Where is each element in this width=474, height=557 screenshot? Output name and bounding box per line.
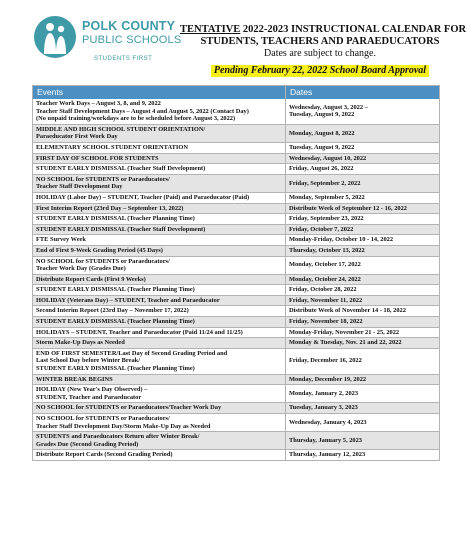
event-cell	[33, 349, 286, 374]
calendar-table	[32, 85, 440, 461]
event-text: STUDENT EARLY DISMISSAL (Teacher Staff Development)	[36, 225, 206, 233]
date-text: Friday, October 28, 2022	[289, 286, 357, 294]
column-header-events: Events	[33, 86, 286, 99]
event-text: Paraeducator First Work Day	[36, 133, 118, 141]
table-row	[33, 403, 440, 414]
event-text: HOLIDAY (Veterans Day) – STUDENT, Teacher and Paraeducator	[36, 296, 220, 304]
district-logo	[34, 14, 184, 76]
event-cell	[33, 306, 286, 316]
date-cell	[286, 204, 440, 214]
event-cell	[33, 225, 286, 235]
date-text: Tuesday, August 9, 2022	[289, 143, 355, 151]
event-cell	[33, 214, 286, 224]
date-cell	[286, 450, 440, 460]
date-cell	[286, 275, 440, 285]
date-cell	[286, 306, 440, 316]
event-text: Second Interim Report (23rd Day – November 17, 2022)	[36, 307, 189, 315]
table-row	[33, 296, 440, 307]
date-cell	[286, 338, 440, 348]
date-text: Distribute Week of September 12 - 16, 2022	[289, 204, 407, 212]
table-body	[33, 99, 440, 461]
table-row	[33, 317, 440, 328]
event-cell	[33, 275, 286, 285]
event-text: STUDENT EARLY DISMISSAL (Teacher Staff Development)	[36, 165, 206, 173]
date-text: Monday, December 19, 2022	[289, 375, 367, 383]
date-cell	[286, 257, 440, 274]
event-cell	[33, 246, 286, 256]
event-text: MIDDLE AND HIGH SCHOOL STUDENT ORIENTATION/	[36, 125, 206, 133]
event-cell	[33, 317, 286, 327]
event-text: ELEMENTARY SCHOOL STUDENT ORIENTATION	[36, 143, 188, 151]
table-row	[33, 275, 440, 286]
event-text: NO SCHOOL for STUDENTS or Paraeducators/	[36, 175, 170, 183]
event-cell	[33, 296, 286, 306]
table-row	[33, 257, 440, 275]
event-cell	[33, 328, 286, 338]
table-row	[33, 246, 440, 257]
event-cell	[33, 338, 286, 348]
date-cell	[286, 143, 440, 153]
event-text: NO SCHOOL for STUDENTS or Paraeducators/	[36, 415, 170, 422]
date-text: Wednesday, August 3, 2022 –	[289, 103, 368, 111]
event-cell	[33, 175, 286, 192]
table-header	[33, 86, 440, 99]
date-text: Friday, September 23, 2022	[289, 215, 364, 223]
table-row	[33, 175, 440, 193]
date-cell	[286, 432, 440, 449]
table-row	[33, 338, 440, 349]
table-row	[33, 125, 440, 143]
table-row	[33, 204, 440, 215]
date-text: Thursday, October 13, 2022	[289, 246, 365, 254]
logo-tagline: STUDENTS FIRST	[94, 56, 153, 62]
event-cell	[33, 235, 286, 245]
table-row	[33, 235, 440, 246]
date-cell	[286, 349, 440, 374]
event-text: HOLIDAY (Labor Day) – STUDENT, Teacher (Paid) and Paraeducator (Paid)	[36, 193, 250, 201]
event-text: Distribute Report Cards (Second Grading Period)	[36, 451, 173, 459]
calendar-title-block	[180, 24, 467, 78]
event-text: WINTER BREAK BEGINS	[36, 375, 113, 383]
event-text: End of First 9-Week Grading Period (45 Days)	[36, 246, 163, 254]
date-text: Distribute Week of November 14 - 18, 2022	[289, 307, 406, 315]
event-text: FIRST DAY OF SCHOOL FOR STUDENTS	[36, 154, 159, 162]
date-cell	[286, 175, 440, 192]
date-cell	[286, 235, 440, 245]
event-text: FTE Survey Week	[36, 236, 86, 244]
date-cell	[286, 214, 440, 224]
event-text: STUDENT EARLY DISMISSAL (Teacher Planning Time)	[36, 286, 195, 294]
table-row	[33, 328, 440, 339]
event-cell	[33, 154, 286, 164]
date-cell	[286, 246, 440, 256]
date-text: Tuesday, January 3, 2023	[289, 404, 358, 412]
event-cell	[33, 414, 286, 431]
event-cell	[33, 143, 286, 153]
event-text: STUDENT EARLY DISMISSAL (Teacher Planning Time)	[36, 215, 195, 223]
event-cell	[33, 375, 286, 385]
date-text: Monday & Tuesday, Nov. 21 and 22, 2022	[289, 339, 402, 347]
event-text: HOLIDAY (New Year's Day Observed) –	[36, 386, 148, 394]
table-row	[33, 285, 440, 296]
date-text: Friday, September 2, 2022	[289, 179, 361, 187]
event-text: (No unpaid training/workdays are to be scheduled before August 3, 2022)	[36, 115, 236, 123]
table-row	[33, 164, 440, 175]
event-cell	[33, 125, 286, 142]
event-cell	[33, 432, 286, 449]
event-text: STUDENT, Teacher and Paraeducator	[36, 393, 142, 401]
table-row	[33, 414, 440, 432]
page-header	[0, 0, 474, 80]
calendar-title-line2: STUDENTS, TEACHERS AND PARAEDUCATORS	[200, 36, 440, 47]
date-text: Monday-Friday, November 21 - 25, 2022	[289, 328, 400, 336]
calendar-subtitle: Dates are subject to change.	[264, 48, 376, 59]
date-cell	[286, 125, 440, 142]
logo-text-line2: PUBLIC SCHOOLS	[82, 34, 182, 46]
table-row	[33, 432, 440, 450]
date-cell	[286, 154, 440, 164]
date-cell	[286, 285, 440, 295]
table-row	[33, 99, 440, 125]
event-text: Distribute Report Cards (First 9 Weeks)	[36, 275, 146, 283]
event-cell	[33, 257, 286, 274]
date-text: Wednesday, January 4, 2023	[289, 418, 367, 426]
date-cell	[286, 99, 440, 124]
date-cell	[286, 164, 440, 174]
date-cell	[286, 296, 440, 306]
date-cell	[286, 317, 440, 327]
date-text: Wednesday, August 10, 2022	[289, 154, 367, 162]
family-silhouette-icon	[34, 14, 78, 60]
date-text: Monday-Friday, October 10 - 14, 2022	[289, 236, 394, 244]
date-cell	[286, 403, 440, 413]
column-header-dates: Dates	[286, 86, 440, 99]
event-cell	[33, 193, 286, 203]
date-cell	[286, 385, 440, 402]
table-row	[33, 306, 440, 317]
event-cell	[33, 99, 286, 124]
event-text: STUDENTS and Paraeducators Return after Winter Break/	[36, 433, 200, 441]
event-cell	[33, 164, 286, 174]
event-text: Last School Day before Winter Break/	[36, 357, 140, 365]
table-row	[33, 143, 440, 154]
date-text: Friday, August 26, 2022	[289, 165, 354, 173]
event-cell	[33, 285, 286, 295]
table-row	[33, 193, 440, 204]
date-text: Friday, October 7, 2022	[289, 225, 354, 233]
event-text: Teacher Work Days – August 3, 8, and 9, 2022	[36, 100, 161, 107]
event-text: Teacher Staff Development Days – August 4 and August 5, 2022 (Contact Day)	[36, 107, 249, 115]
date-text: Monday, September 5, 2022	[289, 193, 365, 201]
date-cell	[286, 225, 440, 235]
logo-text-line1: POLK COUNTY	[82, 19, 176, 33]
date-text: Tuesday, August 9, 2022	[289, 111, 355, 119]
table-row	[33, 385, 440, 403]
date-cell	[286, 193, 440, 203]
table-row	[33, 450, 440, 461]
table-row	[33, 225, 440, 236]
event-text: Storm Make-Up Days as Needed	[36, 339, 125, 347]
event-text: HOLIDAYS – STUDENT, Teacher and Paraeducator (Paid 11/24 and 11/25)	[36, 328, 243, 336]
table-row	[33, 214, 440, 225]
event-cell	[33, 403, 286, 413]
date-text: Thursday, January 12, 2023	[289, 451, 366, 459]
date-text: Monday, August 8, 2022	[289, 129, 355, 137]
event-text: NO SCHOOL for STUDENTS or Paraeducators/	[36, 257, 170, 265]
date-text: Monday, October 24, 2022	[289, 275, 361, 283]
event-text: Grades Due (Second Grading Period)	[36, 440, 139, 448]
table-row	[33, 154, 440, 165]
event-text: NO SCHOOL for STUDENTS or Paraeducators/Teacher Work Day	[36, 404, 222, 412]
date-cell	[286, 328, 440, 338]
date-cell	[286, 414, 440, 431]
event-text: STUDENT EARLY DISMISSAL (Teacher Planning Time)	[36, 365, 195, 373]
event-text: STUDENT EARLY DISMISSAL (Teacher Planning Time)	[36, 318, 195, 326]
event-text: Teacher Staff Development Day	[36, 183, 123, 191]
date-text: Monday, January 2, 2023	[289, 390, 359, 398]
pending-approval-note: Pending February 22, 2022 School Board Approval	[211, 65, 429, 77]
date-text: Friday, November 11, 2022	[289, 296, 363, 304]
event-text: END OF FIRST SEMESTER/Last Day of Second Grading Period and	[36, 349, 228, 357]
calendar-title: TENTATIVE 2022-2023 INSTRUCTIONAL CALENDAR FOR	[180, 24, 467, 35]
event-cell	[33, 450, 286, 460]
event-cell	[33, 204, 286, 214]
table-row	[33, 375, 440, 386]
date-text: Monday, October 17, 2022	[289, 261, 361, 269]
event-cell	[33, 385, 286, 402]
event-text: Teacher Work Day (Grades Due)	[36, 265, 126, 273]
date-cell	[286, 375, 440, 385]
date-text: Friday, December 16, 2022	[289, 357, 362, 365]
event-text: Teacher Staff Development Day/Storm Make-Up Day as Needed	[36, 422, 211, 430]
event-text: First Interim Report (23rd Day – September 13, 2022)	[36, 204, 184, 212]
date-text: Friday, November 18, 2022	[289, 318, 363, 326]
table-row	[33, 349, 440, 375]
date-text: Thursday, January 5, 2023	[289, 436, 362, 444]
